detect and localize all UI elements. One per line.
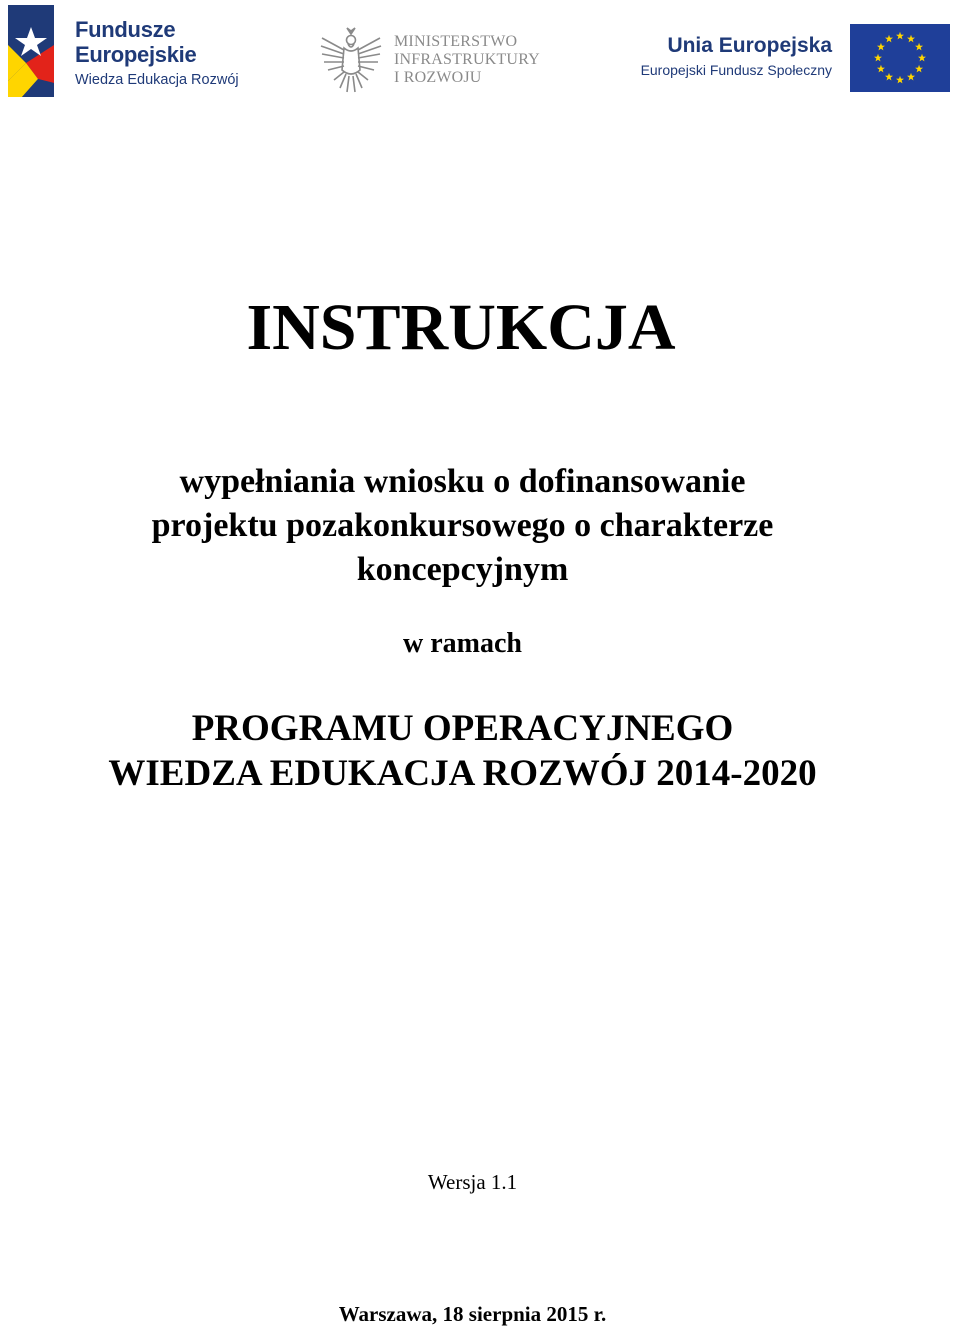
eu-logo-line2: Europejski Fundusz Społeczny [640, 62, 832, 78]
ministry-logo-line1: MINISTERSTWO [394, 33, 518, 50]
ministry-logo-line2: INFRASTRUKTURY [394, 51, 540, 68]
document-title: INSTRUKCJA [246, 291, 676, 364]
document-subtitle [0, 460, 925, 592]
ministry-logo-line3: I ROZWOJU [394, 69, 482, 86]
subtitle-line: projektu pozakonkursowego o charakterze [151, 507, 774, 544]
programme-name [0, 706, 925, 796]
eu-logo [614, 24, 954, 94]
subtitle-line: wypełniania wniosku o dofinansowanie [179, 463, 746, 500]
place-and-date: Warszawa, 18 sierpnia 2015 r. [338, 1302, 607, 1326]
fundusze-europejskie-logo [8, 5, 258, 97]
eu-logo-line1: Unia Europejska [667, 34, 832, 57]
fe-logo-line1: Fundusze [75, 17, 176, 42]
subtitle-line: koncepcyjnym [356, 551, 569, 588]
eu-flag-icon [850, 24, 950, 92]
fe-logo-line3: Wiedza Edukacja Rozwój [75, 72, 239, 88]
logo-header [0, 0, 960, 110]
white-eagle-emblem-icon [318, 24, 384, 96]
connector-text: w ramach [403, 628, 522, 659]
programme-line: WIEDZA EDUKACJA ROZWÓJ 2014-2020 [108, 753, 817, 794]
fe-star-emblem-icon [8, 5, 68, 97]
fe-logo-line2: Europejskie [75, 42, 197, 67]
ministry-logo [318, 24, 558, 96]
programme-line: PROGRAMU OPERACYJNEGO [191, 708, 734, 749]
document-version: Wersja 1.1 [427, 1170, 518, 1194]
